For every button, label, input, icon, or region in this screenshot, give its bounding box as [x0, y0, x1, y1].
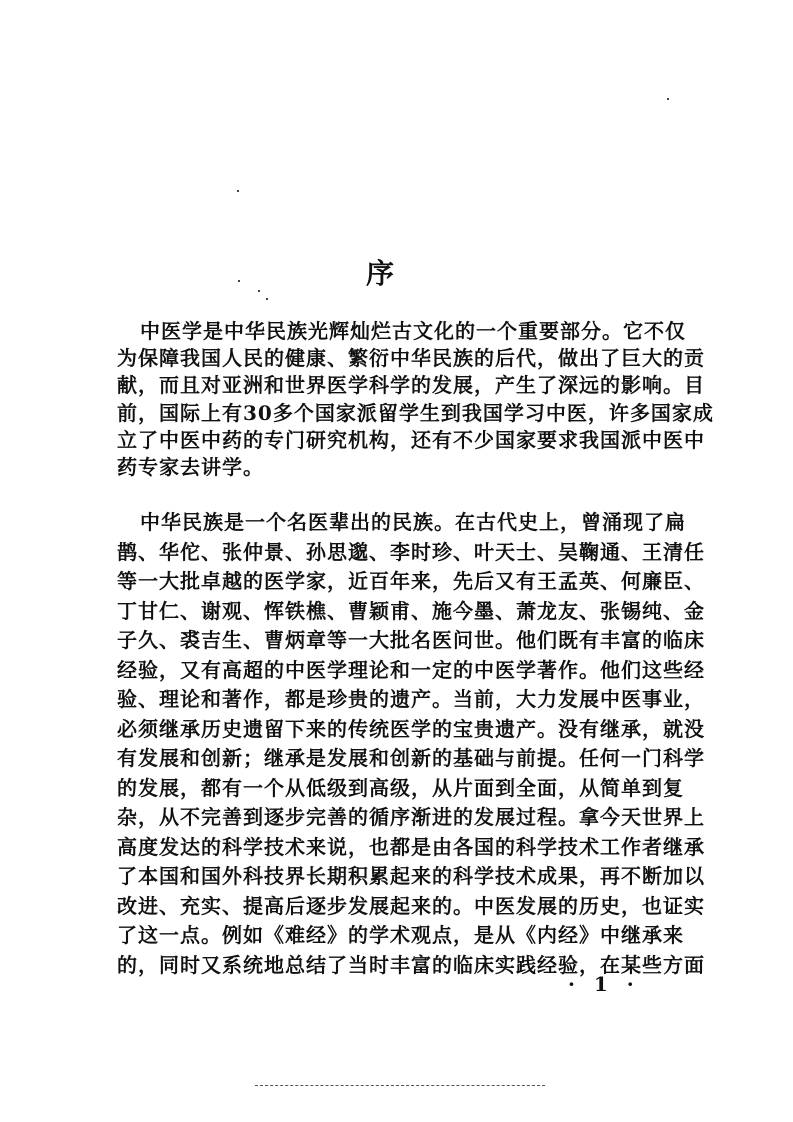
text-line: 了本国和国外科技界长期积累起来的科学技术成果，再不断加以	[117, 864, 705, 888]
page-title: 序	[366, 257, 395, 290]
scan-speck	[266, 298, 268, 300]
text-line: 中医学是中华民族光辉灿烂古文化的一个重要部分。它不仅	[140, 319, 686, 343]
text-line: 有发展和创新；继承是发展和创新的基础与前提。任何一门科学	[117, 746, 705, 770]
text-line: 立了中医中药的专门研究机构，还有不少国家要求我国派中医中	[117, 427, 705, 452]
scan-speck	[667, 98, 669, 100]
text-line: 高度发达的科学技术来说，也都是由各国的科学技术工作者继承	[117, 834, 705, 859]
text-line: 改进、充实、提高后逐步发展起来的。中医发展的历史，也证实	[117, 893, 705, 918]
text-line: 子久、裘吉生、曹炳章等一大批名医问世。他们既有丰富的临床	[117, 628, 705, 652]
text-line: 的发展，都有一个从低级到高级，从片面到全面，从简单到复	[117, 775, 684, 800]
page-number: · 1 ·	[568, 972, 640, 996]
scan-speck	[237, 190, 239, 192]
text-line: 经验，又有高超的中医学理论和一定的中医学著作。他们这些经	[117, 657, 705, 682]
text-line: 中华民族是一个名医辈出的民族。在古代史上，曾涌现了扁	[140, 510, 686, 534]
text-line: 等一大批卓越的医学家，近百年来，先后又有王孟英、何廉臣、	[117, 569, 705, 593]
scan-speck	[238, 280, 240, 282]
scan-speck	[258, 290, 260, 292]
text-line: 必须继承历史遗留下来的传统医学的宝贵遗产。没有继承，就没	[117, 716, 705, 741]
text-line: 为保障我国人民的健康、繁衍中华民族的后代，做出了巨大的贡	[117, 346, 705, 371]
text-line: 前，国际上有30多个国家派留学生到我国学习中医，许多国家成	[117, 400, 714, 425]
paragraph-1	[117, 319, 714, 484]
text-line: 了这一点。例如《难经》的学术观点，是从《内经》中继承来	[117, 923, 684, 947]
text-line: 药专家去讲学。	[117, 454, 264, 479]
paragraph-2	[117, 510, 705, 984]
text-line: 丁甘仁、谢观、恽铁樵、曹颖甫、施今墨、萧龙友、张锡纯、金	[117, 598, 705, 623]
text-line: 献，而且对亚洲和世界医学科学的发展，产生了深远的影响。目	[117, 373, 705, 398]
text-line: 的，同时又系统地总结了当时丰富的临床实践经验，在某些方面	[117, 952, 705, 977]
scan-artifact-line	[255, 1085, 545, 1086]
text-line: 验、理论和著作，都是珍贵的遗产。当前，大力发展中医事业，	[117, 687, 705, 711]
text-line: 杂，从不完善到逐步完善的循序渐进的发展过程。拿今天世界上	[117, 805, 705, 829]
text-line: 鹊、华佗、张仲景、孙思邈、李时珍、叶天士、吴鞠通、王清任	[117, 539, 705, 564]
